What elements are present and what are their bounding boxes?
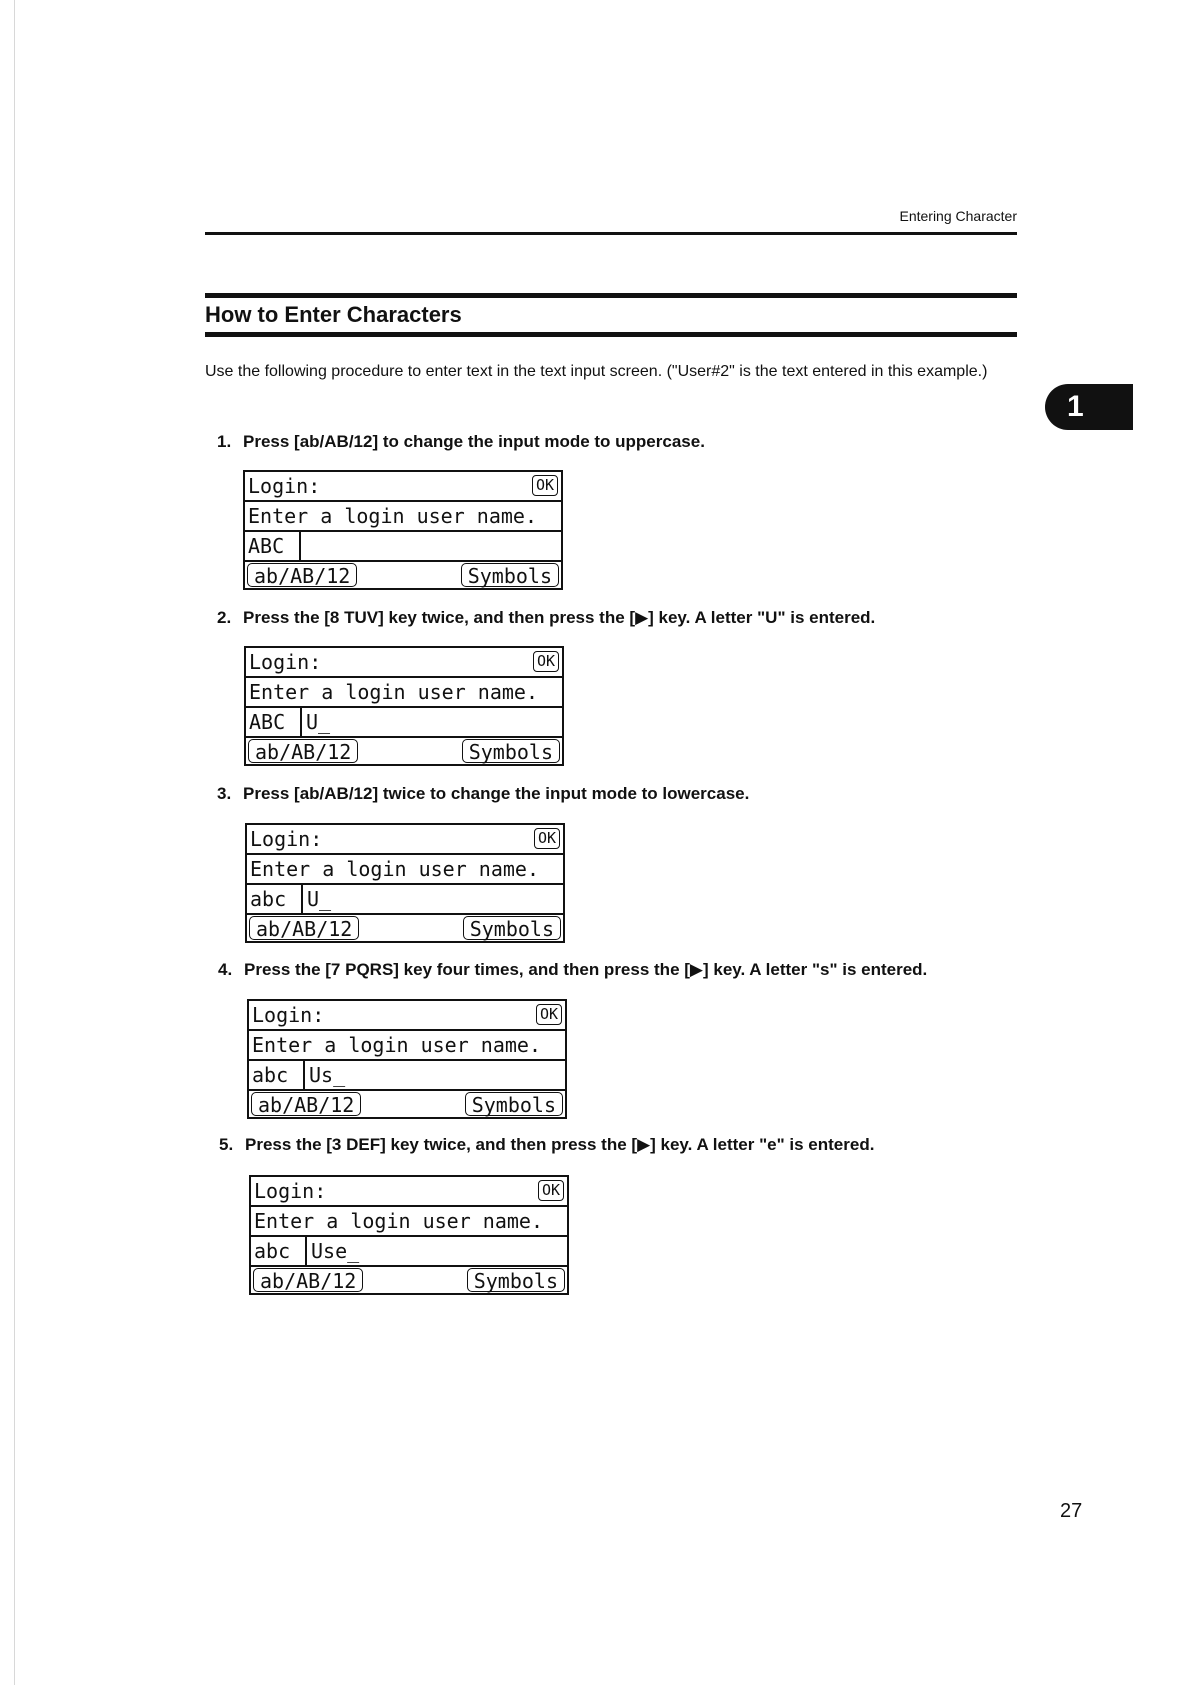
lcd-title-row xyxy=(245,472,561,502)
lcd-title-row xyxy=(246,648,562,678)
input-mode-softkey: ab/AB/12 xyxy=(253,1268,363,1292)
running-head: Entering Character xyxy=(899,208,1017,224)
lcd-title: Login: xyxy=(248,474,321,498)
lcd-message: Enter a login user name. xyxy=(250,857,539,881)
lcd-softkey-row xyxy=(245,562,561,588)
symbols-softkey: Symbols xyxy=(461,563,559,587)
input-mode: abc xyxy=(250,887,287,911)
lcd-screen-2 xyxy=(244,646,564,766)
lcd-softkey-row xyxy=(251,1267,567,1293)
step-number: 5. xyxy=(219,1135,234,1154)
ok-key: OK xyxy=(538,1180,564,1201)
lcd-title-row xyxy=(251,1177,567,1207)
chapter-tab xyxy=(1045,384,1133,430)
input-mode-softkey: ab/AB/12 xyxy=(247,563,357,587)
section-rule-top xyxy=(205,293,1017,298)
lcd-entry-row xyxy=(251,1237,567,1267)
lcd-entry-row xyxy=(249,1061,565,1091)
lcd-screen-4 xyxy=(247,999,567,1119)
lcd-message-row xyxy=(245,502,561,532)
symbols-softkey: Symbols xyxy=(465,1092,563,1116)
entry-text: Us_ xyxy=(309,1063,346,1087)
input-mode: ABC xyxy=(249,710,286,734)
ok-key: OK xyxy=(533,651,559,672)
binding-line xyxy=(14,0,15,1685)
section-title: How to Enter Characters xyxy=(205,302,462,327)
step-number: 3. xyxy=(217,784,232,803)
mode-divider xyxy=(299,532,301,560)
input-mode: abc xyxy=(252,1063,289,1087)
lcd-message-row xyxy=(247,855,563,885)
input-mode-softkey: ab/AB/12 xyxy=(248,739,358,763)
chapter-number: 1 xyxy=(1067,390,1084,423)
step-5 xyxy=(219,1135,874,1155)
mode-divider xyxy=(300,708,302,736)
step-number: 1. xyxy=(217,432,232,451)
lcd-softkey-row xyxy=(246,738,562,764)
section-rule-bottom xyxy=(205,332,1017,337)
lcd-entry-row xyxy=(247,885,563,915)
lcd-message-row xyxy=(251,1207,567,1237)
entry-text: U_ xyxy=(306,710,331,734)
mode-divider xyxy=(305,1237,307,1265)
mode-divider xyxy=(301,885,303,913)
intro-paragraph: Use the following procedure to enter text in the text input screen. ("User#2" is the text entered in this example.) xyxy=(205,363,988,380)
lcd-message: Enter a login user name. xyxy=(249,680,538,704)
step-1 xyxy=(217,432,705,452)
symbols-softkey: Symbols xyxy=(467,1268,565,1292)
input-mode: ABC xyxy=(248,534,285,558)
lcd-softkey-row xyxy=(247,915,563,941)
step-4 xyxy=(218,960,927,980)
step-text: Press [ab/AB/12] to change the input mode to uppercase. xyxy=(243,432,705,451)
input-mode: abc xyxy=(254,1239,291,1263)
step-text: Press the [8 TUV] key twice, and then press the [▶] key. A letter "U" is entered. xyxy=(243,608,876,627)
mode-divider xyxy=(303,1061,305,1089)
step-2 xyxy=(217,608,875,628)
header-rule xyxy=(205,232,1017,235)
input-mode-softkey: ab/AB/12 xyxy=(251,1092,361,1116)
symbols-softkey: Symbols xyxy=(463,916,561,940)
entry-text: U_ xyxy=(307,887,332,911)
lcd-title: Login: xyxy=(254,1179,327,1203)
lcd-title: Login: xyxy=(249,650,322,674)
ok-key: OK xyxy=(532,475,558,496)
lcd-entry-row xyxy=(246,708,562,738)
step-text: Press [ab/AB/12] twice to change the input mode to lowercase. xyxy=(243,784,750,803)
input-mode-softkey: ab/AB/12 xyxy=(249,916,359,940)
lcd-title: Login: xyxy=(252,1003,325,1027)
step-text: Press the [3 DEF] key twice, and then press the [▶] key. A letter "e" is entered. xyxy=(245,1135,875,1154)
entry-text: Use_ xyxy=(311,1239,360,1263)
lcd-message: Enter a login user name. xyxy=(252,1033,541,1057)
step-text: Press the [7 PQRS] key four times, and then press the [▶] key. A letter "s" is entered. xyxy=(244,960,928,979)
lcd-screen-1 xyxy=(243,470,563,590)
lcd-message-row xyxy=(249,1031,565,1061)
symbols-softkey: Symbols xyxy=(462,739,560,763)
ok-key: OK xyxy=(534,828,560,849)
step-number: 4. xyxy=(218,960,233,979)
lcd-message: Enter a login user name. xyxy=(254,1209,543,1233)
ok-key: OK xyxy=(536,1004,562,1025)
page-number: 27 xyxy=(1060,1500,1083,1522)
lcd-title: Login: xyxy=(250,827,323,851)
lcd-screen-5 xyxy=(249,1175,569,1295)
lcd-screen-3 xyxy=(245,823,565,943)
lcd-title-row xyxy=(249,1001,565,1031)
lcd-message-row xyxy=(246,678,562,708)
step-number: 2. xyxy=(217,608,232,627)
lcd-title-row xyxy=(247,825,563,855)
lcd-entry-row xyxy=(245,532,561,562)
step-3 xyxy=(217,784,749,804)
lcd-softkey-row xyxy=(249,1091,565,1117)
lcd-message: Enter a login user name. xyxy=(248,504,537,528)
